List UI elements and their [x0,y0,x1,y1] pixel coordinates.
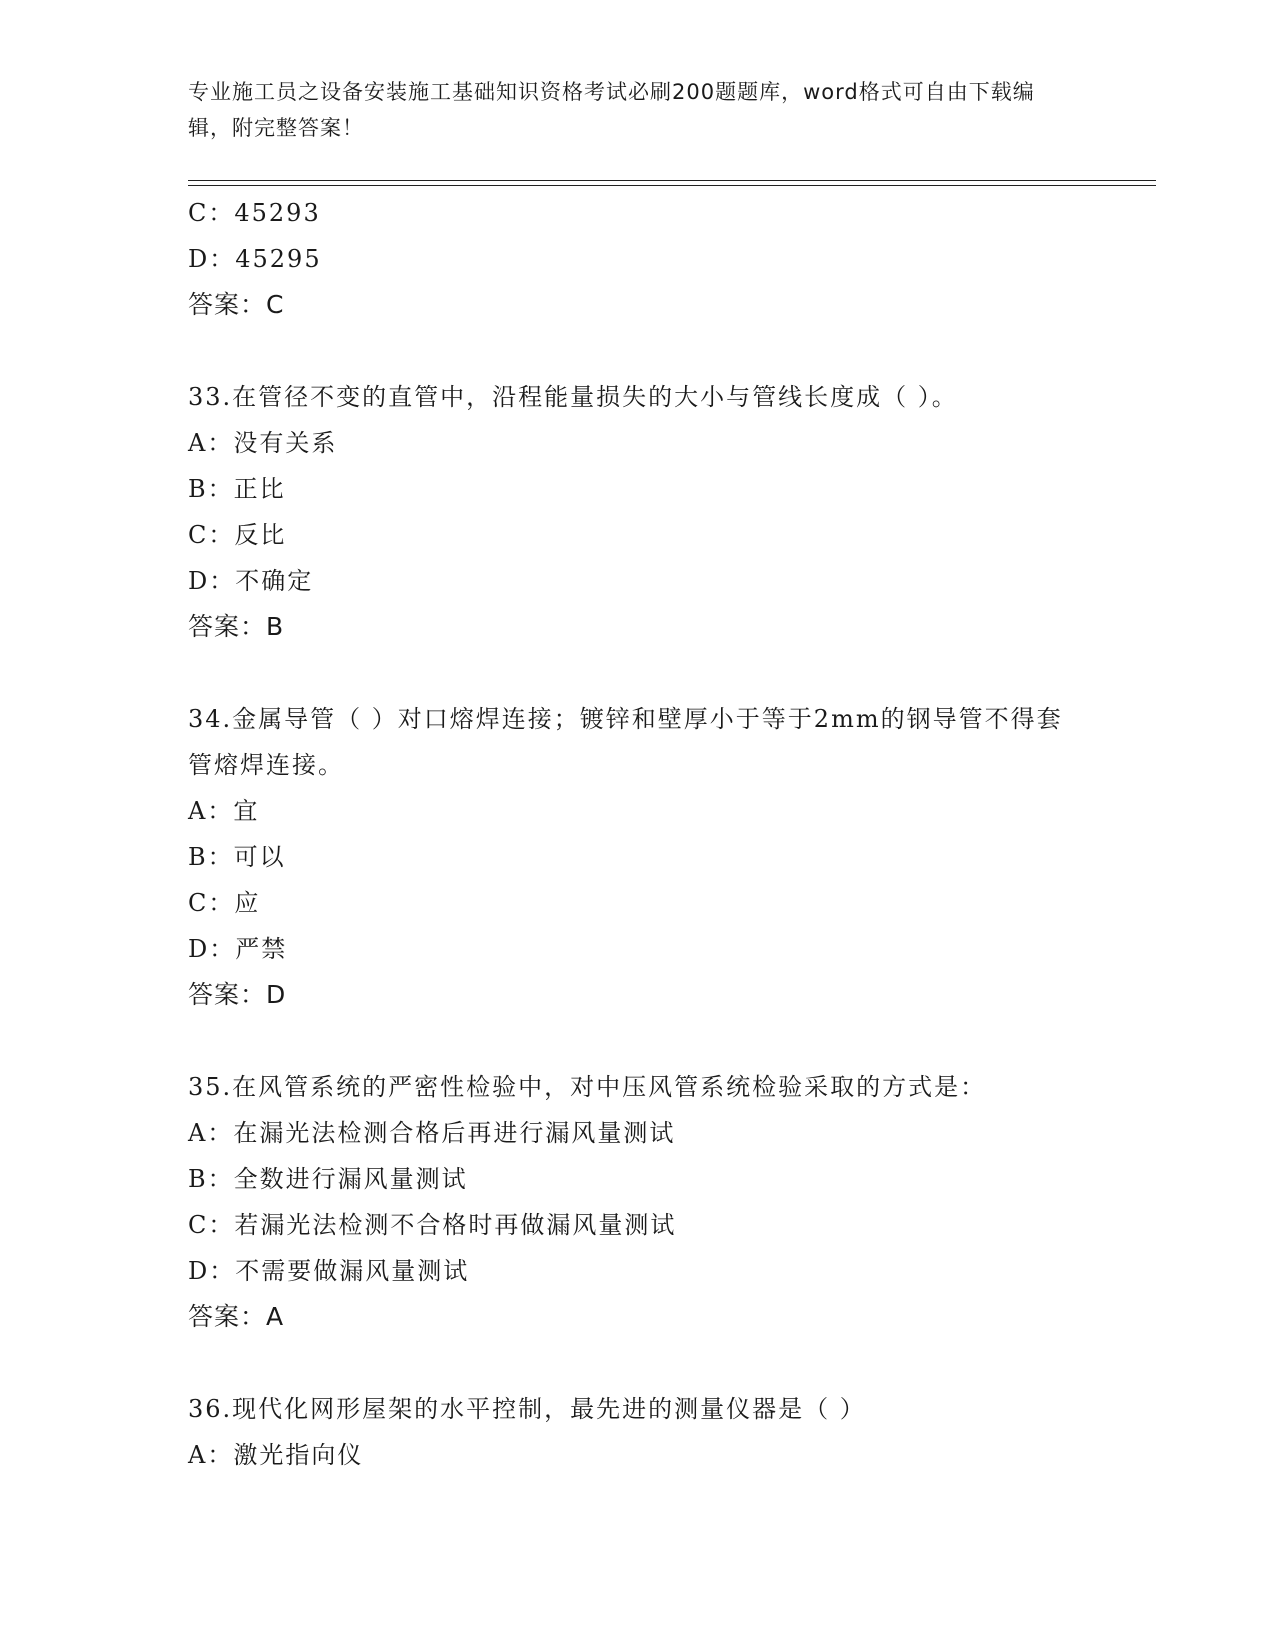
option-text: 45293 [234,199,321,227]
option-label: D： [188,935,236,963]
spacer [188,650,1156,696]
question-stem: 35.在风管系统的严密性检验中，对中压风管系统检验采取的方式是： [188,1073,987,1101]
option-text: 可以 [233,843,286,871]
option-label: C： [188,889,235,917]
spacer [188,1018,1156,1064]
option-text: 宜 [233,797,260,825]
option-text: 若漏光法检测不合格时再做漏风量测试 [234,1211,677,1239]
option-label: C： [188,199,235,227]
option-text: 在漏光法检测合格后再进行漏风量测试 [233,1119,676,1147]
question-stem: 36.现代化网形屋架的水平控制，最先进的测量仪器是（ ） [188,1395,866,1423]
option-label: A： [188,1119,234,1147]
option-line [188,558,1156,604]
option-text: 45295 [235,245,322,273]
option-line [188,1110,1156,1156]
option-text: 不确定 [235,567,314,595]
document-header [188,74,1068,146]
option-line [188,788,1156,834]
option-text: 不需要做漏风量测试 [235,1257,470,1285]
option-line [188,834,1156,880]
option-text: 正比 [233,475,286,503]
option-label: A： [188,797,234,825]
option-line [188,1432,1156,1478]
answer-line: 答案：D [188,980,287,1009]
option-line [188,880,1156,926]
header-divider-top [188,180,1156,181]
option-line [188,236,1156,282]
option-line [188,512,1156,558]
option-line [188,1248,1156,1294]
option-line [188,1156,1156,1202]
header-title: 专业施工员之设备安装施工基础知识资格考试必刷200题题库，word格式可自由下载编辑，附完整答案！ [188,80,1035,140]
option-text: 反比 [234,521,287,549]
spacer [188,1340,1156,1386]
option-text: 应 [234,889,261,917]
option-label: A： [188,429,234,457]
option-line [188,1202,1156,1248]
header-divider-bottom [188,185,1156,186]
option-label: D： [188,567,236,595]
option-line [188,190,1156,236]
option-line [188,466,1156,512]
option-text: 没有关系 [233,429,338,457]
option-label: B： [188,475,234,503]
option-text: 全数进行漏风量测试 [233,1165,468,1193]
option-label: B： [188,1165,234,1193]
option-line [188,420,1156,466]
option-line [188,926,1156,972]
question-stem: 33.在管径不变的直管中，沿程能量损失的大小与管线长度成（ ）。 [188,383,958,411]
answer-line: 答案：A [188,1302,285,1331]
answer-line: 答案：B [188,612,285,641]
option-label: A： [188,1441,234,1469]
answer-line: 答案：C [188,290,285,319]
option-text: 严禁 [235,935,288,963]
option-label: D： [188,1257,236,1285]
option-label: C： [188,521,235,549]
spacer [188,328,1156,374]
option-label: D： [188,245,236,273]
question-list [188,190,1156,1478]
option-label: B： [188,843,234,871]
option-label: C： [188,1211,235,1239]
option-text: 激光指向仪 [233,1441,364,1469]
question-stem: 34.金属导管（ ）对口熔焊连接；镀锌和壁厚小于等于2mm的钢导管不得套管熔焊连接。 [188,705,1063,779]
